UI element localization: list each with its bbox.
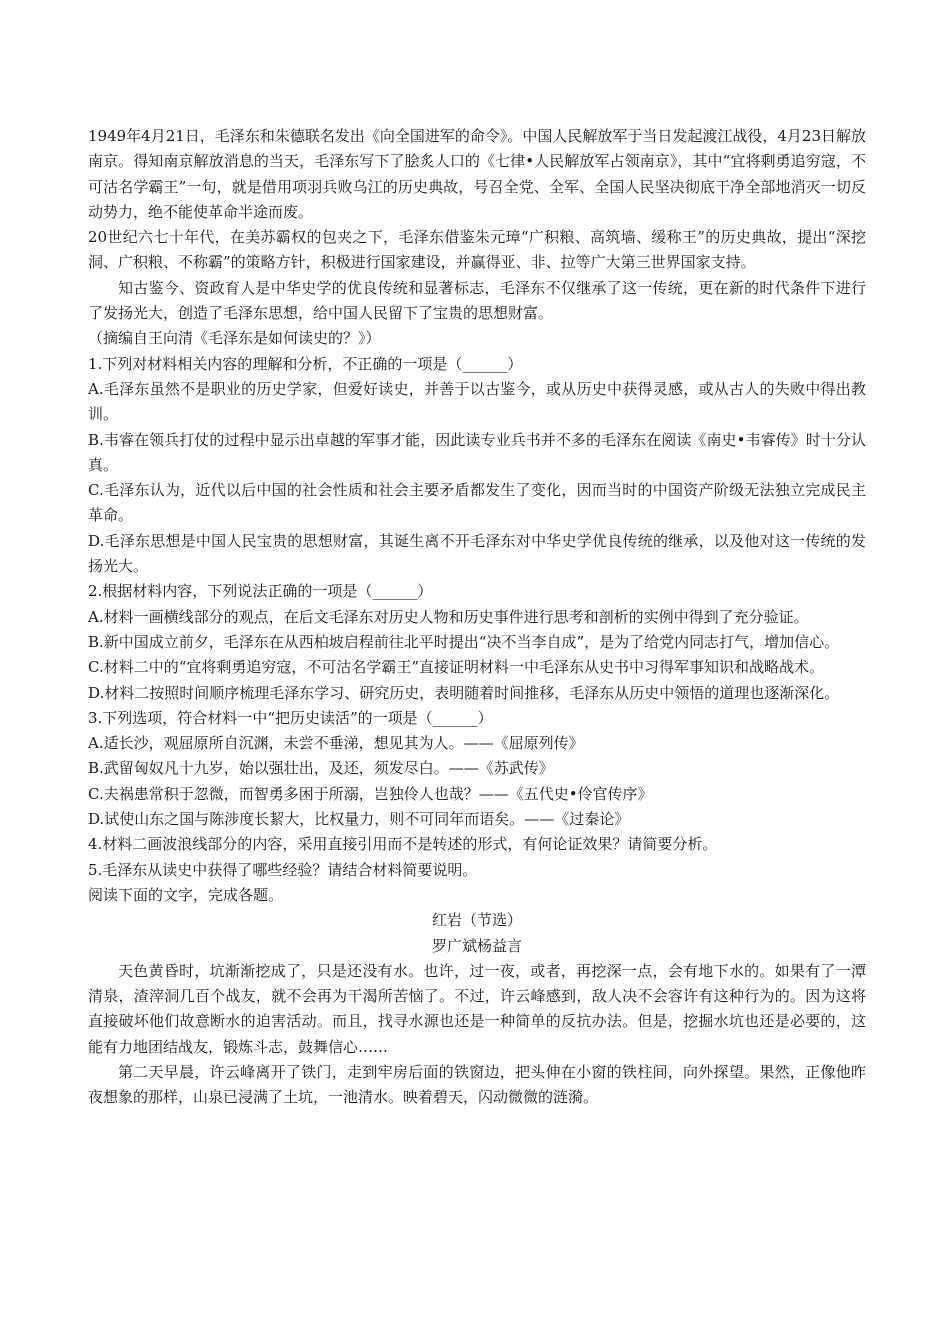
passage-authors: 罗广斌杨益言 xyxy=(431,936,522,955)
material-paragraph: 1949年4月21日，毛泽东和朱德联名发出《向全国进军的命令》。中国人民解放军于当日发起渡江战役，4月23日解放南京。得知南京解放消息的当天，毛泽东写下了脍炙人口的《七律•人民解放军占领南京》，其中“宜将剩勇追穷寇，不可沽名学霸王”一句，就是借用项羽兵败乌江的历史典故，号召全党、全军、全国人民坚决彻底干净全部地消灭一切反动势力，绝不能使革命半途而废。 xyxy=(88,127,866,221)
question-3-option-d: D.试使山东之国与陈涉度长絜大，比权量力，则不可同年而语矣。——《过秦论》 xyxy=(88,810,630,829)
question-2-stem: 2.根据材料内容，下列说法正确的一项是（______） xyxy=(88,582,433,601)
question-1-option-d: D.毛泽东思想是中国人民宝贵的思想财富，其诞生离不开毛泽东对中华史学优良传统的继承，以及他对这一传统的发扬光大。 xyxy=(88,531,866,576)
material-paragraph: 知古鉴今、资政育人是中华史学的优良传统和显著标志，毛泽东不仅继承了这一传统，更在新的时代条件下进行了发扬光大，创造了毛泽东思想，给中国人民留下了宝贵的思想财富。 xyxy=(88,278,866,323)
question-2-option-d: D.材料二按照时间顺序梳理毛泽东学习、研究历史，表明随着时间推移，毛泽东从历史中领悟的道理也逐渐深化。 xyxy=(88,683,840,702)
question-2-option-b: B.新中国成立前夕，毛泽东在从西柏坡启程前往北平时提出“决不当李自成”，是为了给党内同志打气，增加信心。 xyxy=(88,632,840,651)
reading-instructions: 阅读下面的文字，完成各题。 xyxy=(88,885,284,904)
question-1-option-b: B.韦睿在领兵打仗的过程中显示出卓越的军事才能，因此读专业兵书并不多的毛泽东在阅读《南史•韦睿传》时十分认真。 xyxy=(88,430,866,474)
question-1-stem: 1.下列对材料相关内容的理解和分析，不正确的一项是（______） xyxy=(88,354,523,373)
question-2-option-c: C.材料二中的“宜将剩勇追穷寇，不可沽名学霸王”直接证明材料一中毛泽东从史书中习得军事知识和战略战术。 xyxy=(88,658,825,677)
question-4: 4.材料二画波浪线部分的内容，采用直接引用而不是转述的形式，有何论证效果？请简要分析。 xyxy=(88,835,718,854)
question-3-stem: 3.下列选项，符合材料一中“把历史读活”的一项是（______） xyxy=(88,708,493,727)
question-3-option-c: C.夫祸患常积于忽微，而智勇多困于所溺，岂独伶人也哉？——《五代史•伶官传序》 xyxy=(88,784,653,803)
material-paragraph: 20世纪六七十年代，在美苏霸权的包夹之下，毛泽东借鉴朱元璋“广积粮、高筑墙、缓称王”的历史典故，提出“深挖洞、广积粮、不称霸”的策略方针，积极进行国家建设，并赢得亚、非、拉等广大第三世界国家支持。 xyxy=(88,228,866,272)
question-1-option-c: C.毛泽东认为，近代以后中国的社会性质和社会主要矛盾都发生了变化，因而当时的中国资产阶级无法独立完成民主革命。 xyxy=(88,481,866,525)
question-2-option-a: A.材料一画横线部分的观点，在后文毛泽东对历史人物和历史事件进行思考和剖析的实例中得到了充分验证。 xyxy=(88,607,809,626)
question-3-option-b: B.武留匈奴凡十九岁，始以强壮出，及还，须发尽白。——《苏武传》 xyxy=(88,759,554,778)
question-3-option-a: A.适长沙，观屈原所自沉渊，未尝不垂涕，想见其为人。——《屈原列传》 xyxy=(88,734,584,753)
question-1-option-a: A.毛泽东虽然不是职业的历史学家，但爱好读史，并善于以古鉴今，或从历史中获得灵感，或从古人的失败中得出教训。 xyxy=(88,379,866,424)
source-citation: （摘编自王向清《毛泽东是如何读史的？》） xyxy=(88,329,381,348)
document-page xyxy=(88,124,866,1111)
passage-paragraph: 天色黄昏时，坑渐渐挖成了，只是还没有水。也许，过一夜，或者，再挖深一点，会有地下水的。如果有了一潭清泉，渣滓洞几百个战友，就不会再为干渴所苦恼了。不过，许云峰感到，敌人决不会容许有这种行为的。因为这将直接破坏他们故意断水的迫害活动。而且，找寻水源也还是一种简单的反抗办法。但是，挖掘水坑也还是必要的，这能有力地团结战友，锻炼斗志，鼓舞信心…… xyxy=(88,961,866,1056)
question-5: 5.毛泽东从读史中获得了哪些经验？请结合材料简要说明。 xyxy=(88,860,478,879)
passage-title: 红岩（节选） xyxy=(431,911,522,930)
passage-paragraph: 第二天早晨，许云峰离开了铁门，走到牢房后面的铁窗边，把头伸在小窗的铁柱间，向外探望。果然，正像他昨夜想象的那样，山泉已浸满了土坑，一池清水。映着碧天，闪动微微的涟漪。 xyxy=(88,1062,866,1107)
